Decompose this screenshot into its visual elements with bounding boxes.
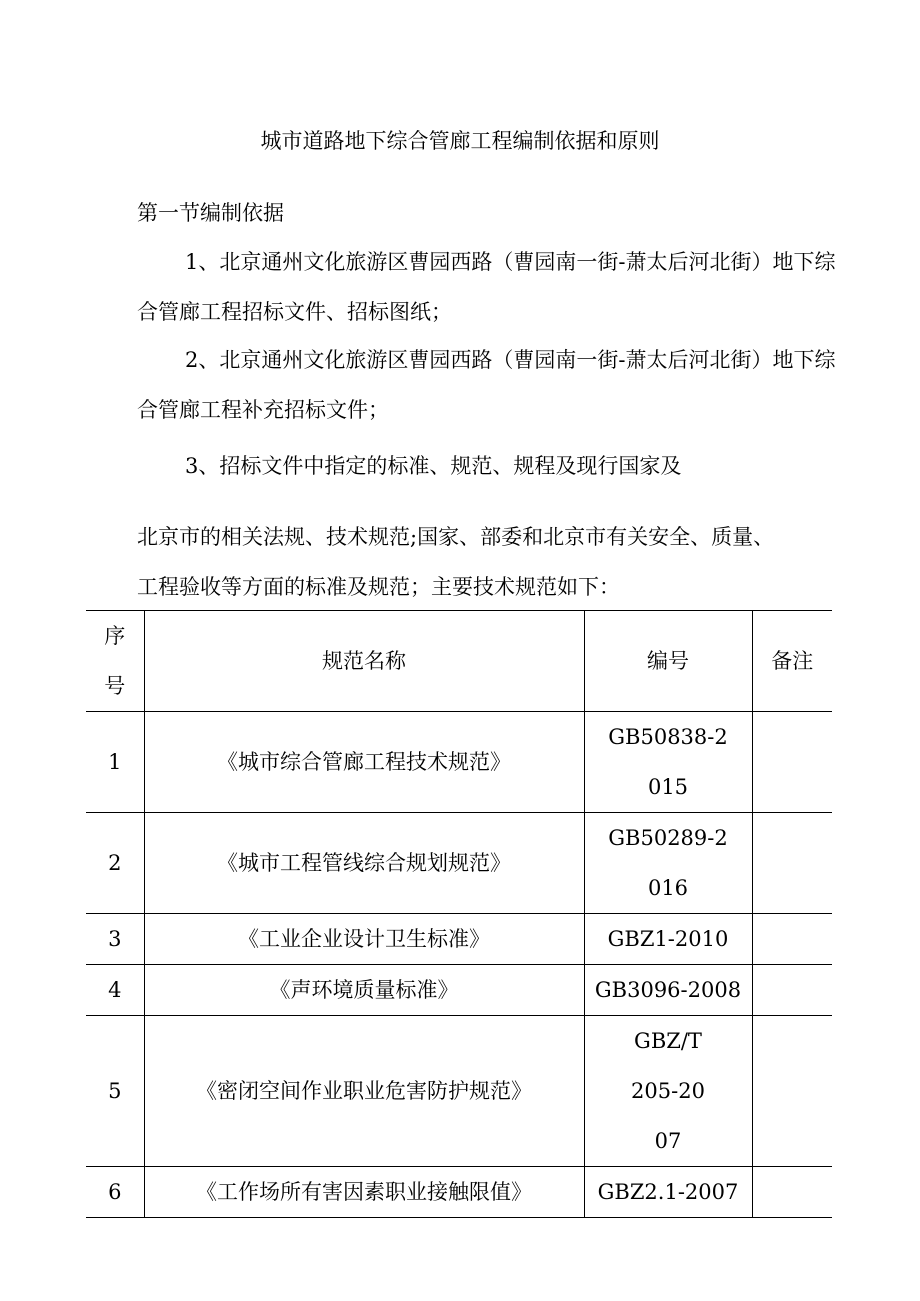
document-title: 城市道路地下综合管廊工程编制依据和原则: [260, 129, 660, 153]
row-code: GBZ/T 205-2007: [584, 1016, 752, 1167]
row-code: GB50289-2016: [584, 813, 752, 914]
row-name: 《工作场所有害因素职业接触限值》: [144, 1167, 584, 1218]
header-note: 备注: [752, 611, 832, 712]
row-code: GBZ2.1-2007: [584, 1167, 752, 1218]
row-seq: 5: [86, 1016, 144, 1167]
row-note: [752, 712, 832, 813]
row-seq: 1: [86, 712, 144, 813]
header-code: 编号: [584, 611, 752, 712]
row-note: [752, 813, 832, 914]
row-name: 《密闭空间作业职业危害防护规范》: [144, 1016, 584, 1167]
row-seq: 3: [86, 914, 144, 965]
table-row: [86, 914, 832, 965]
row-code: GBZ1-2010: [584, 914, 752, 965]
basis-item-3: 3、招标文件中指定的标准、规范、规程及现行国家及: [185, 454, 682, 478]
row-name: 《工业企业设计卫生标准》: [144, 914, 584, 965]
row-name: 《城市综合管廊工程技术规范》: [144, 712, 584, 813]
table-row: [86, 712, 832, 813]
row-name: 《城市工程管线综合规划规范》: [144, 813, 584, 914]
table-row: [86, 813, 832, 914]
row-code: GB50838-2015: [584, 712, 752, 813]
table-row: [86, 1167, 832, 1218]
table-row: [86, 1016, 832, 1167]
row-seq: 2: [86, 813, 144, 914]
basis-item-2: 2、北京通州文化旅游区曹园西路（曹园南一街-萧太后河北街）地下综合管廊工程补充招标文件；: [137, 348, 836, 422]
continuation-line: 工程验收等方面的标准及规范；主要技术规范如下：: [137, 575, 620, 599]
header-seq: 序号: [86, 611, 144, 712]
header-name: 规范名称: [144, 611, 584, 712]
row-note: [752, 914, 832, 965]
row-note: [752, 965, 832, 1016]
row-note: [752, 1016, 832, 1167]
table-row: [86, 965, 832, 1016]
row-seq: 4: [86, 965, 144, 1016]
basis-item-1: 1、北京通州文化旅游区曹园西路（曹园南一街-萧太后河北街）地下综合管廊工程招标文件、招标图纸；: [137, 250, 836, 324]
row-seq: 6: [86, 1167, 144, 1218]
row-code: GB3096-2008: [584, 965, 752, 1016]
spec-table: [86, 610, 832, 1218]
row-name: 《声环境质量标准》: [144, 965, 584, 1016]
section-heading: 第一节编制依据: [137, 201, 284, 225]
continuation-line: 北京市的相关法规、技术规范;国家、部委和北京市有关安全、质量、: [137, 525, 775, 549]
row-note: [752, 1167, 832, 1218]
basis-item-3-continuation: [137, 512, 849, 612]
table-header-row: [86, 611, 832, 712]
